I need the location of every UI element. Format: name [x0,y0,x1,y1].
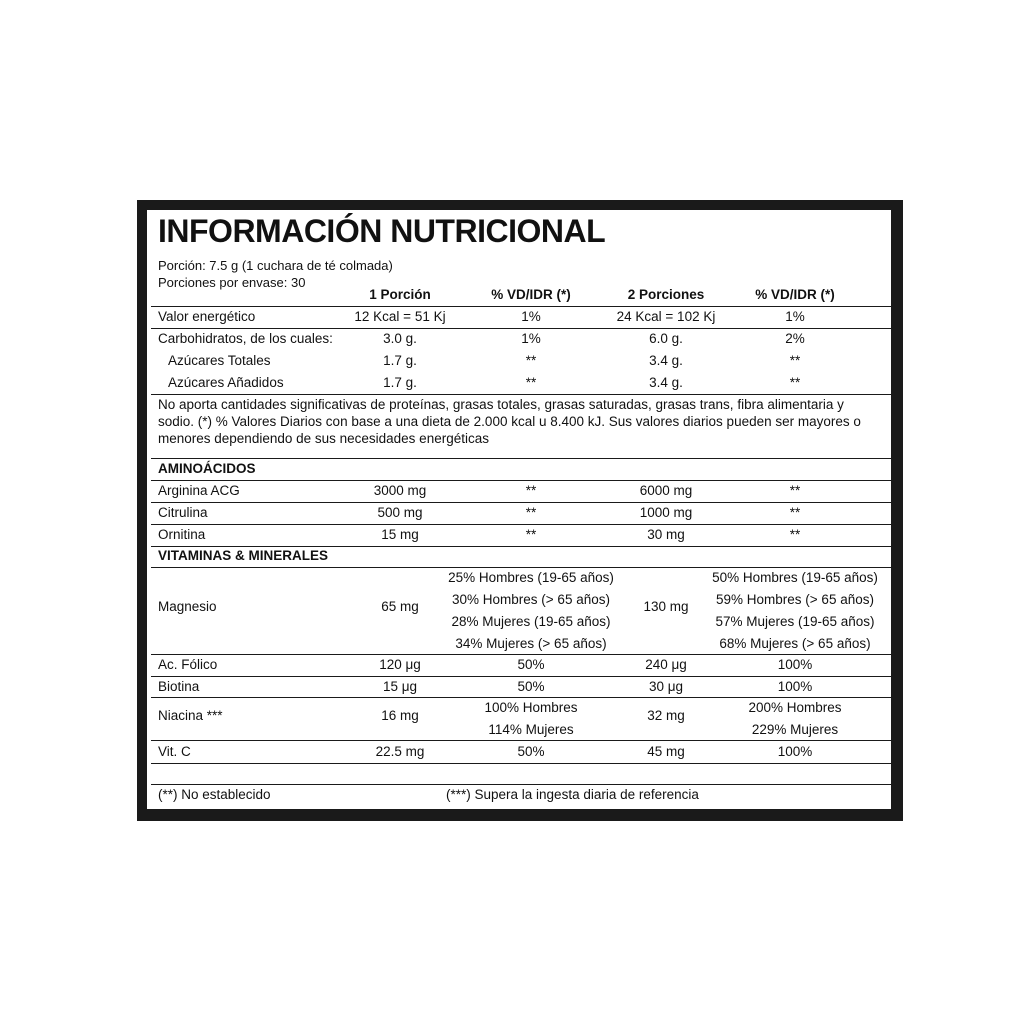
amino-vd-1: ** [525,483,537,498]
vitamin-vd-1: 28% Mujeres (19-65 años) [451,614,611,629]
header-vd-1: % VD/IDR (*) [491,287,571,302]
divider [151,394,891,395]
portion-size: Porción: 7.5 g (1 cuchara de té colmada) [158,258,393,273]
vitamin-vd-1: 50% [517,744,545,759]
vitamin-vd-2: 100% [777,744,813,759]
nutrient-name: Valor energético [158,309,256,324]
vitamin-value-2: 130 mg [643,599,689,614]
vitamin-value-2: 32 mg [647,708,685,723]
vitamin-vd-2: 100% [777,679,813,694]
divider [151,458,891,459]
vitamin-name: Magnesio [158,599,217,614]
amino-vd-1: ** [525,505,537,520]
nutrient-vd-1: ** [525,375,537,390]
nutrition-label [147,210,891,809]
vitamin-vd-1: 34% Mujeres (> 65 años) [455,636,607,651]
vitamin-vd-1: 100% Hombres [484,700,578,715]
nutrient-vd-2: ** [789,353,801,368]
nutrient-vd-1: 1% [521,331,541,346]
nutrition-note: No aporta cantidades significativas de proteínas, grasas totales, grasas saturadas, grasas trans, fibra alimentaria y sodio. (*) % Valores Diarios con base a una dieta de 2.000 kcal u 8.400 kJ. Sus valores diarios pueden ser mayores o menores dependiendo de sus necesidades energéticas [158,397,861,446]
vitamin-vd-1: 50% [517,679,545,694]
vitamin-vd-1: 30% Hombres (> 65 años) [452,592,610,607]
vitamin-vd-2: 200% Hombres [748,700,842,715]
vitamin-vd-2: 59% Hombres (> 65 años) [716,592,874,607]
nutrient-value-1: 12 Kcal = 51 Kj [354,309,446,324]
vitamin-vd-2: 57% Mujeres (19-65 años) [715,614,875,629]
vitamin-vd-2: 229% Mujeres [751,722,839,737]
amino-value-1: 500 mg [377,505,423,520]
nutrient-vd-1: ** [525,353,537,368]
nutrient-value-1: 3.0 g. [383,331,417,346]
nutrient-value-2: 6.0 g. [649,331,683,346]
amino-name: Citrulina [158,505,208,520]
amino-vd-1: ** [525,527,537,542]
vitamin-vd-1: 114% Mujeres [488,722,574,737]
vitamin-value-2: 30 μg [648,679,684,694]
vitamin-name: Ac. Fólico [158,657,218,672]
nutrient-vd-2: 2% [785,331,805,346]
vitamin-name: Vit. C [158,744,191,759]
amino-value-1: 3000 mg [373,483,427,498]
vitamin-value-1: 65 mg [381,599,419,614]
amino-vd-2: ** [789,505,801,520]
amino-vd-2: ** [789,527,801,542]
nutrient-value-1: 1.7 g. [383,353,417,368]
nutrient-name: Azúcares Totales [168,353,271,368]
section-title-vitamins: VITAMINAS & MINERALES [158,548,329,563]
portions-per-pack: Porciones por envase: 30 [158,275,306,290]
amino-value-2: 6000 mg [639,483,693,498]
amino-name: Arginina ACG [158,483,240,498]
nutrient-value-2: 24 Kcal = 102 Kj [616,309,716,324]
vitamin-value-2: 45 mg [647,744,685,759]
vitamin-vd-2: 50% Hombres (19-65 años) [712,570,878,585]
header-2-portions: 2 Porciones [627,287,705,302]
footnote-exceeds-intake: (***) Supera la ingesta diaria de referencia [446,787,699,802]
footnote-not-established: (**) No establecido [158,787,271,802]
nutrient-vd-1: 1% [521,309,541,324]
amino-value-1: 15 mg [381,527,419,542]
nutrient-name: Azúcares Añadidos [168,375,284,390]
vitamin-value-1: 120 μg [379,657,421,672]
nutrient-value-1: 1.7 g. [383,375,417,390]
vitamin-vd-1: 50% [517,657,545,672]
header-vd-2: % VD/IDR (*) [755,287,835,302]
nutrient-vd-2: ** [789,375,801,390]
amino-name: Ornitina [158,527,206,542]
header-1-portion: 1 Porción [369,287,431,302]
vitamin-vd-2: 100% [777,657,813,672]
vitamin-vd-1: 25% Hombres (19-65 años) [448,570,614,585]
nutrient-value-2: 3.4 g. [649,375,683,390]
label-title: INFORMACIÓN NUTRICIONAL [158,213,606,249]
amino-value-2: 1000 mg [639,505,693,520]
vitamin-vd-2: 68% Mujeres (> 65 años) [719,636,871,651]
vitamin-name: Biotina [158,679,200,694]
amino-value-2: 30 mg [647,527,685,542]
vitamin-value-1: 15 μg [382,679,418,694]
nutrient-name: Carbohidratos, de los cuales: [158,331,333,346]
vitamin-name: Niacina *** [158,708,223,723]
vitamin-value-1: 22.5 mg [375,744,425,759]
vitamin-value-2: 240 μg [645,657,687,672]
nutrient-vd-2: 1% [785,309,805,324]
nutrient-value-2: 3.4 g. [649,353,683,368]
nutrition-label-frame [137,200,903,821]
divider [151,763,891,764]
section-title-amino: AMINOÁCIDOS [158,461,256,476]
vitamin-value-1: 16 mg [381,708,419,723]
divider [151,740,891,741]
amino-vd-2: ** [789,483,801,498]
